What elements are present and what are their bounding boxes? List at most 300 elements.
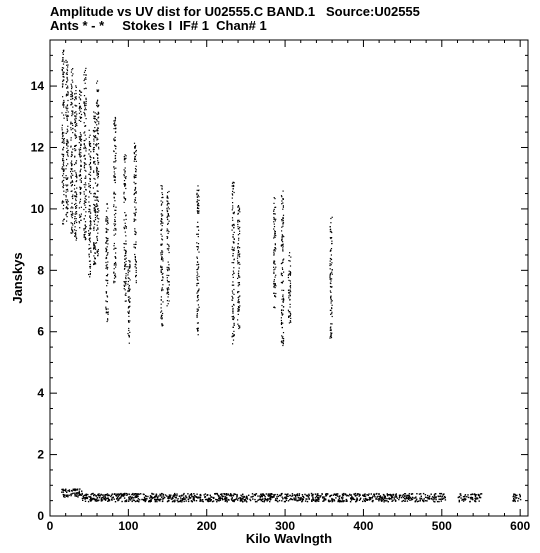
data-point	[76, 137, 77, 138]
data-point	[290, 265, 291, 266]
data-point	[72, 112, 73, 113]
data-point	[460, 497, 461, 498]
data-point	[161, 307, 162, 308]
data-point	[161, 296, 162, 297]
data-point	[290, 306, 291, 307]
data-point	[378, 500, 379, 501]
data-point	[290, 315, 291, 316]
data-point	[329, 276, 330, 277]
data-point	[273, 210, 274, 211]
data-point	[406, 495, 407, 496]
data-point	[80, 111, 81, 112]
data-point	[169, 300, 170, 301]
data-point	[371, 497, 372, 498]
data-point	[290, 495, 291, 496]
data-point	[107, 318, 108, 319]
data-point	[89, 174, 90, 175]
data-point	[237, 206, 238, 207]
data-point	[281, 317, 282, 318]
data-point	[85, 237, 86, 238]
data-point	[135, 212, 136, 213]
data-point	[234, 317, 235, 318]
data-point	[445, 499, 446, 500]
data-point	[274, 237, 275, 238]
data-point	[144, 497, 145, 498]
data-point	[115, 119, 116, 120]
data-point	[89, 141, 90, 142]
data-point	[125, 301, 126, 302]
data-point	[123, 197, 124, 198]
data-point	[188, 499, 189, 500]
data-point	[84, 194, 85, 195]
data-point	[237, 226, 238, 227]
data-point	[168, 233, 169, 234]
data-point	[126, 281, 127, 282]
data-point	[220, 496, 221, 497]
data-point	[90, 193, 91, 194]
data-point	[336, 493, 337, 494]
data-point	[282, 239, 283, 240]
data-point	[70, 182, 71, 183]
data-point	[261, 496, 262, 497]
data-point	[115, 213, 116, 214]
data-point	[98, 201, 99, 202]
data-point	[198, 268, 199, 269]
data-point	[94, 136, 95, 137]
data-point	[282, 209, 283, 210]
data-point	[242, 498, 243, 499]
data-point	[275, 235, 276, 236]
data-point	[167, 300, 168, 301]
data-point	[331, 301, 332, 302]
data-point	[364, 493, 365, 494]
data-point	[63, 177, 64, 178]
data-point	[66, 175, 67, 176]
data-point	[198, 295, 199, 296]
data-point	[466, 496, 467, 497]
data-point	[75, 199, 76, 200]
data-point	[429, 498, 430, 499]
data-point	[151, 493, 152, 494]
data-point	[79, 214, 80, 215]
data-point	[161, 215, 162, 216]
data-point	[475, 500, 476, 501]
data-point	[218, 495, 219, 496]
data-point	[168, 303, 169, 304]
data-point	[341, 501, 342, 502]
data-point	[135, 219, 136, 220]
data-point	[93, 157, 94, 158]
data-point	[136, 154, 137, 155]
data-point	[83, 229, 84, 230]
data-point	[426, 497, 427, 498]
data-point	[238, 285, 239, 286]
data-point	[167, 228, 168, 229]
data-point	[96, 103, 97, 104]
data-point	[198, 205, 199, 206]
data-point	[321, 493, 322, 494]
data-point	[63, 100, 64, 101]
data-point	[232, 193, 233, 194]
data-point	[197, 291, 198, 292]
data-point	[63, 132, 64, 133]
data-point	[169, 208, 170, 209]
data-point	[331, 299, 332, 300]
data-point	[196, 193, 197, 194]
data-point	[364, 500, 365, 501]
data-point	[162, 244, 163, 245]
data-point	[62, 133, 63, 134]
data-point	[279, 500, 280, 501]
data-point	[97, 160, 98, 161]
data-point	[69, 491, 70, 492]
data-point	[125, 295, 126, 296]
data-point	[233, 327, 234, 328]
data-point	[162, 223, 163, 224]
data-point	[136, 268, 137, 269]
data-point	[368, 495, 369, 496]
data-point	[197, 199, 198, 200]
data-point	[281, 219, 282, 220]
data-point	[135, 197, 136, 198]
data-point	[383, 501, 384, 502]
data-point	[160, 245, 161, 246]
data-point	[115, 233, 116, 234]
data-point	[281, 200, 282, 201]
data-point	[405, 500, 406, 501]
data-point	[396, 496, 397, 497]
data-point	[365, 498, 366, 499]
data-point	[98, 249, 99, 250]
data-point	[463, 500, 464, 501]
data-point	[237, 247, 238, 248]
data-point	[129, 285, 130, 286]
data-point	[70, 127, 71, 128]
data-point	[277, 494, 278, 495]
data-point	[84, 104, 85, 105]
data-point	[126, 258, 127, 259]
data-point	[79, 175, 80, 176]
data-point	[93, 161, 94, 162]
data-point	[115, 177, 116, 178]
data-point	[281, 324, 282, 325]
data-point	[114, 281, 115, 282]
data-point	[107, 203, 108, 204]
data-point	[304, 494, 305, 495]
data-point	[106, 267, 107, 268]
data-point	[191, 494, 192, 495]
data-point	[74, 195, 75, 196]
data-point	[136, 272, 137, 273]
data-point	[85, 231, 86, 232]
data-point	[168, 281, 169, 282]
data-point	[143, 494, 144, 495]
data-point	[234, 192, 235, 193]
data-point	[65, 84, 66, 85]
data-point	[196, 496, 197, 497]
data-point	[124, 156, 125, 157]
data-point	[161, 230, 162, 231]
data-point	[79, 97, 80, 98]
data-point	[199, 501, 200, 502]
data-point	[124, 162, 125, 163]
data-point	[124, 268, 125, 269]
data-point	[63, 185, 64, 186]
data-point	[133, 497, 134, 498]
data-point	[198, 328, 199, 329]
data-point	[197, 205, 198, 206]
data-point	[67, 216, 68, 217]
data-point	[65, 112, 66, 113]
data-point	[520, 496, 521, 497]
data-point	[273, 228, 274, 229]
data-point	[86, 109, 87, 110]
data-point	[74, 99, 75, 100]
data-point	[283, 205, 284, 206]
data-point	[232, 343, 233, 344]
data-point	[79, 136, 80, 137]
data-point	[439, 493, 440, 494]
data-point	[130, 499, 131, 500]
data-point	[317, 494, 318, 495]
data-point	[351, 496, 352, 497]
data-point	[330, 314, 331, 315]
data-point	[70, 207, 71, 208]
data-point	[134, 153, 135, 154]
data-point	[102, 497, 103, 498]
data-point	[168, 292, 169, 293]
data-point	[106, 231, 107, 232]
data-point	[282, 220, 283, 221]
data-point	[76, 194, 77, 195]
data-point	[95, 249, 96, 250]
data-point	[198, 266, 199, 267]
data-point	[75, 131, 76, 132]
data-point	[331, 243, 332, 244]
data-point	[84, 109, 85, 110]
data-point	[126, 176, 127, 177]
data-point	[161, 290, 162, 291]
data-point	[85, 135, 86, 136]
data-point	[167, 305, 168, 306]
data-point	[67, 70, 68, 71]
data-point	[90, 264, 91, 265]
data-point	[168, 203, 169, 204]
data-point	[162, 498, 163, 499]
data-point	[94, 147, 95, 148]
data-point	[67, 66, 68, 67]
data-point	[88, 254, 89, 255]
data-point	[162, 289, 163, 290]
data-point	[273, 272, 274, 273]
data-point	[160, 495, 161, 496]
data-point	[329, 496, 330, 497]
data-point	[516, 495, 517, 496]
data-point	[474, 498, 475, 499]
data-point	[198, 330, 199, 331]
data-point	[80, 132, 81, 133]
data-point	[196, 293, 197, 294]
data-point	[464, 498, 465, 499]
data-point	[161, 192, 162, 193]
data-point	[63, 165, 64, 166]
data-point	[232, 230, 233, 231]
data-point	[289, 294, 290, 295]
data-point	[292, 495, 293, 496]
data-point	[330, 290, 331, 291]
data-point	[189, 495, 190, 496]
data-point	[297, 495, 298, 496]
data-point	[331, 272, 332, 273]
data-point	[168, 275, 169, 276]
data-point	[66, 95, 67, 96]
data-point	[85, 108, 86, 109]
data-point	[282, 294, 283, 295]
data-point	[76, 493, 77, 494]
data-point	[288, 280, 289, 281]
data-point	[71, 115, 72, 116]
data-point	[93, 170, 94, 171]
data-point	[134, 497, 135, 498]
data-point	[85, 238, 86, 239]
data-point	[237, 302, 238, 303]
data-point	[130, 497, 131, 498]
data-point	[95, 112, 96, 113]
data-point	[332, 316, 333, 317]
data-point	[76, 205, 77, 206]
data-point	[129, 494, 130, 495]
data-point	[74, 218, 75, 219]
data-point	[89, 205, 90, 206]
data-point	[177, 500, 178, 501]
data-point	[331, 302, 332, 303]
data-point	[116, 498, 117, 499]
data-point	[134, 228, 135, 229]
data-point	[66, 148, 67, 149]
data-point	[90, 220, 91, 221]
data-point	[67, 146, 68, 147]
data-point	[168, 289, 169, 290]
data-point	[93, 163, 94, 164]
data-point	[80, 138, 81, 139]
data-point	[233, 285, 234, 286]
data-point	[107, 295, 108, 296]
data-point	[72, 223, 73, 224]
data-point	[161, 219, 162, 220]
data-point	[168, 500, 169, 501]
data-point	[283, 215, 284, 216]
data-point	[75, 105, 76, 106]
data-point	[71, 206, 72, 207]
data-point	[322, 497, 323, 498]
data-point	[472, 498, 473, 499]
data-point	[331, 232, 332, 233]
data-point	[82, 500, 83, 501]
data-point	[161, 316, 162, 317]
data-point	[90, 218, 91, 219]
data-point	[238, 300, 239, 301]
data-point	[237, 308, 238, 309]
data-point	[282, 327, 283, 328]
data-point	[66, 159, 67, 160]
data-point	[90, 212, 91, 213]
data-point	[89, 144, 90, 145]
data-point	[295, 497, 296, 498]
data-point	[167, 237, 168, 238]
data-point	[89, 499, 90, 500]
data-point	[75, 206, 76, 207]
data-point	[79, 488, 80, 489]
data-point	[65, 60, 66, 61]
data-point	[435, 499, 436, 500]
data-point	[281, 305, 282, 306]
data-point	[115, 267, 116, 268]
data-point	[96, 499, 97, 500]
data-point	[108, 229, 109, 230]
data-point	[96, 236, 97, 237]
data-point	[312, 494, 313, 495]
data-point	[134, 220, 135, 221]
data-point	[63, 187, 64, 188]
data-point	[88, 211, 89, 212]
data-point	[168, 287, 169, 288]
data-point	[238, 314, 239, 315]
data-point	[307, 495, 308, 496]
data-point	[282, 282, 283, 283]
data-point	[106, 218, 107, 219]
data-point	[284, 497, 285, 498]
data-point	[281, 273, 282, 274]
data-point	[275, 500, 276, 501]
data-point	[356, 497, 357, 498]
data-point	[71, 215, 72, 216]
data-point	[80, 147, 81, 148]
data-point	[123, 174, 124, 175]
data-point	[166, 495, 167, 496]
data-point	[283, 272, 284, 273]
data-point	[134, 177, 135, 178]
data-point	[96, 138, 97, 139]
data-point	[125, 167, 126, 168]
data-point	[74, 170, 75, 171]
data-point	[198, 334, 199, 335]
data-point	[62, 59, 63, 60]
data-point	[292, 493, 293, 494]
data-point	[114, 225, 115, 226]
data-point	[63, 105, 64, 106]
data-point	[134, 174, 135, 175]
data-point	[128, 501, 129, 502]
data-point	[86, 101, 87, 102]
x-tick-label: 200	[196, 519, 217, 533]
data-point	[198, 246, 199, 247]
data-point	[135, 189, 136, 190]
data-point	[124, 286, 125, 287]
data-point	[63, 194, 64, 195]
data-point	[89, 209, 90, 210]
data-point	[84, 88, 85, 89]
data-point	[114, 494, 115, 495]
data-point	[217, 499, 218, 500]
data-point	[100, 494, 101, 495]
data-point	[71, 151, 72, 152]
data-point	[113, 245, 114, 246]
data-point	[75, 213, 76, 214]
data-point	[238, 243, 239, 244]
data-point	[328, 500, 329, 501]
data-point	[233, 253, 234, 254]
data-point	[71, 91, 72, 92]
